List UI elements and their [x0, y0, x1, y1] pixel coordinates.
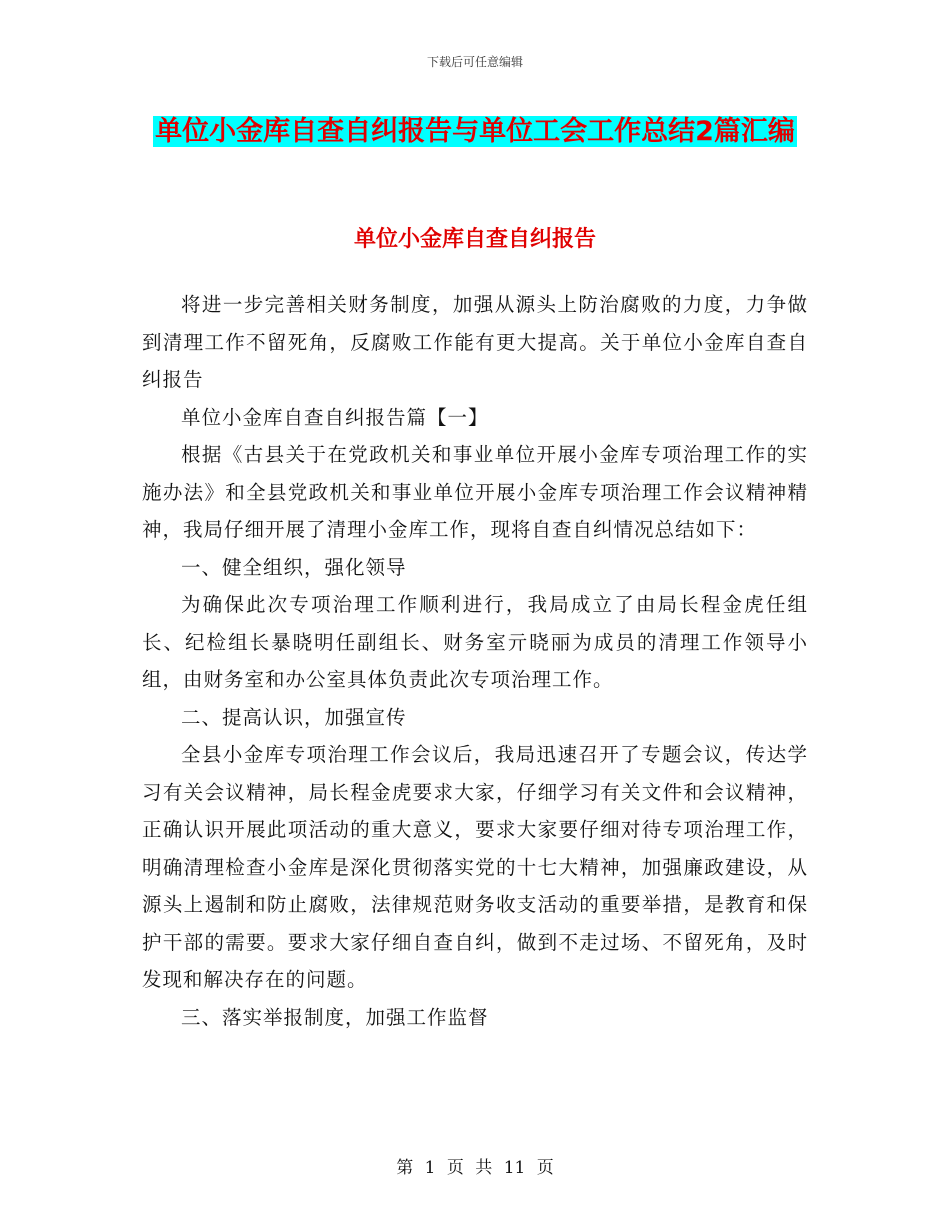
paragraph: 全县小金库专项治理工作会议后，我局迅速召开了专题会议，传达学习有关会议精神，局长程金虎要求大家，仔细学习有关文件和会议精神，正确认识开展此项活动的重大意义，要求大家要仔细对待专项治理工作，明确清理检查小金库是深化贯彻落实党的十七大精神，加强廉政建设，从源头上遏制和防止腐败，法律规范财务收支活动的重要举措，是教育和保护干部的需要。要求大家仔细自查自纠，做到不走过场、不留死角，及时发现和解决存在的问题。: [142, 743, 808, 991]
paragraph: 单位小金库自查自纠报告篇【一】: [181, 405, 489, 429]
document-title: [140, 110, 810, 154]
paragraph: 根据《古县关于在党政机关和事业单位开展小金库专项治理工作的实施办法》和全县党政机关和事业单位开展小金库专项治理工作会议精神精神，我局仔细开展了清理小金库工作，现将自查自纠情况总结如下：: [142, 443, 808, 541]
paragraph: 将进一步完善相关财务制度，加强从源头上防治腐败的力度，力争做到清理工作不留死角，反腐败工作能有更大提高。关于单位小金库自查自纠报告: [142, 293, 808, 391]
paragraph: 一、健全组织，强化领导: [181, 555, 407, 579]
page-number: 第 1 页 共 11 页: [396, 1158, 554, 1178]
body-text: [142, 286, 808, 1036]
document-title-text: 单位小金库自查自纠报告与单位工会工作总结2篇汇编: [155, 116, 795, 147]
paragraph: 为确保此次专项治理工作顺利进行，我局成立了由局长程金虎任组长、纪检组长暴晓明任副组长、财务室亓晓丽为成员的清理工作领导小组，由财务室和办公室具体负责此次专项治理工作。: [142, 593, 808, 691]
section-title: 单位小金库自查自纠报告: [353, 227, 596, 252]
header-note: 下载后可任意编辑: [426, 55, 523, 69]
paragraph: 三、落实举报制度，加强工作监督: [181, 1005, 489, 1029]
paragraph: 二、提高认识，加强宣传: [181, 705, 407, 729]
